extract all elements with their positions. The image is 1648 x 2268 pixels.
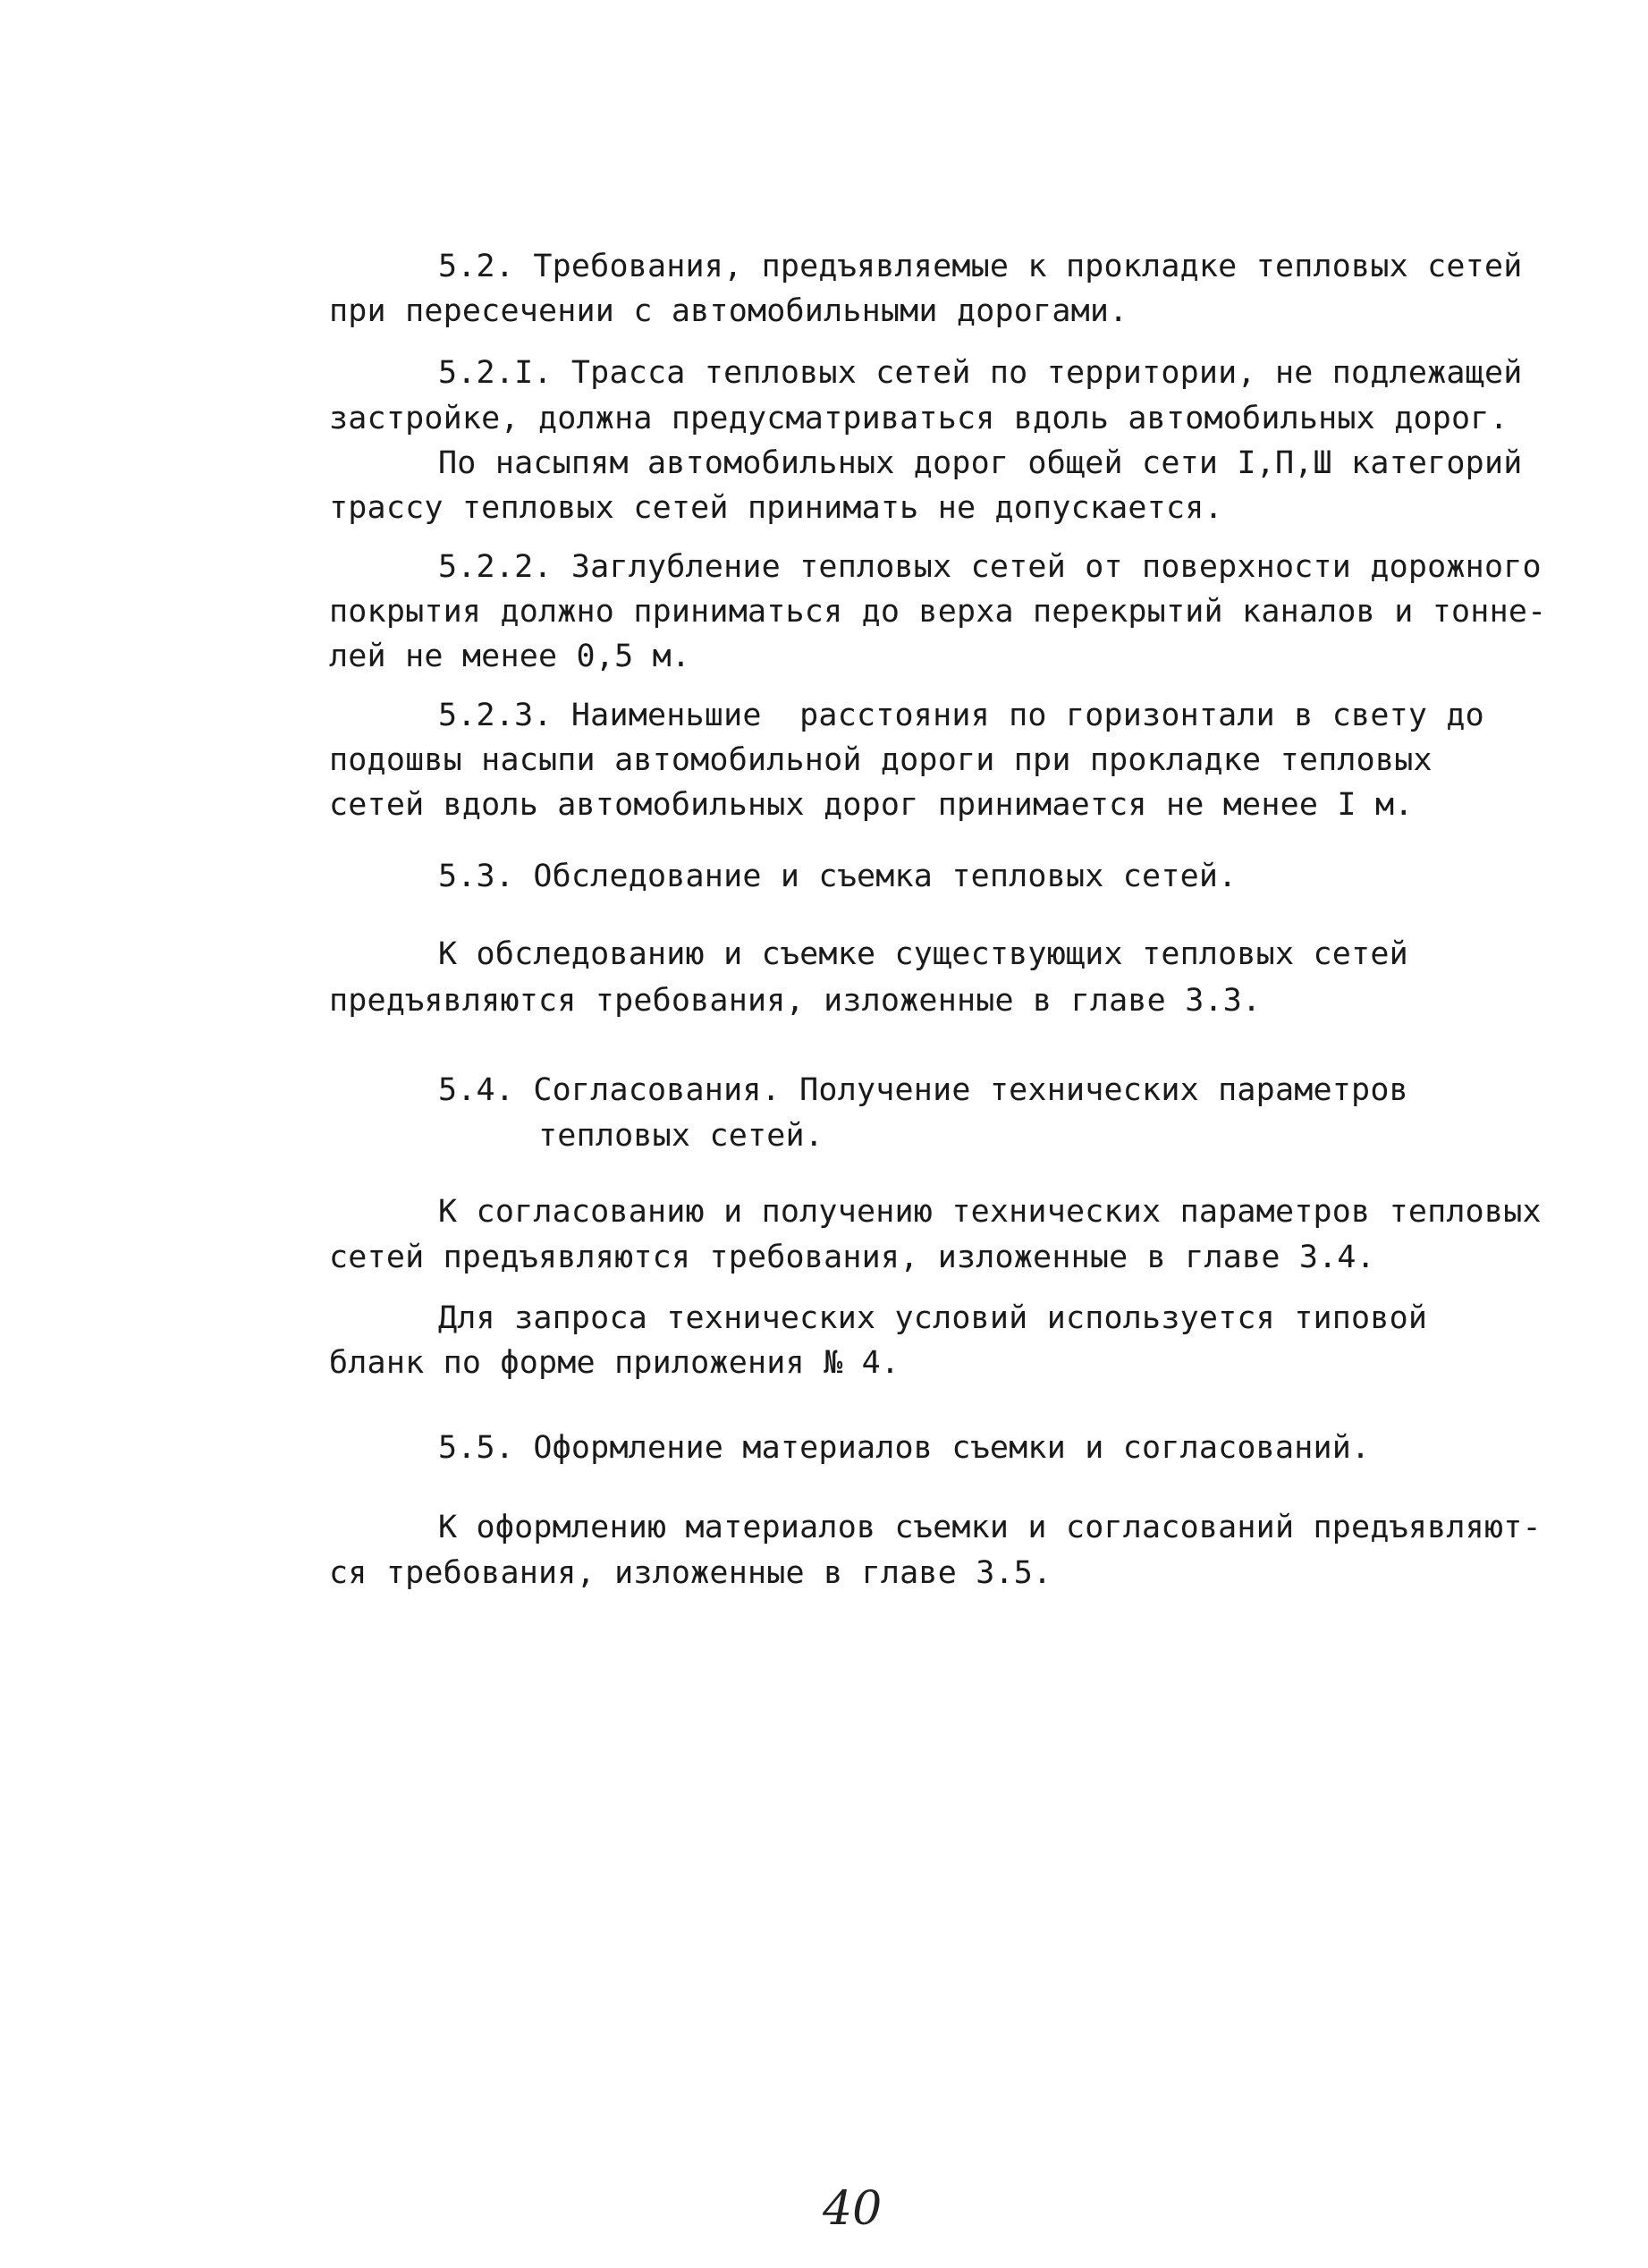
section-heading-5-2: 5.2. Требования, предъявляемые к прокладке тепловых сетей bbox=[438, 249, 1523, 284]
text-line: ся требования, изложенные в главе 3.5. bbox=[329, 1555, 1052, 1591]
page-number: 40 bbox=[823, 2182, 883, 2236]
section-heading-5-5: 5.5. Оформление материалов съемки и согласований. bbox=[438, 1430, 1371, 1466]
text-line: покрытия должно приниматься до верха перекрытий каналов и тонне- bbox=[329, 594, 1547, 630]
text-line: лей не менее 0,5 м. bbox=[329, 639, 691, 674]
text-line: застройке, должна предусматриваться вдоль автомобильных дорог. bbox=[329, 401, 1509, 436]
text-line: К обследованию и съемке существующих тепловых сетей bbox=[438, 936, 1408, 972]
section-heading-5-4: 5.4. Согласования. Получение технических параметров bbox=[438, 1072, 1408, 1108]
paragraph-5-2-3: 5.2.3. Наименьшие расстояния по горизонтали в свету до bbox=[438, 698, 1484, 733]
text-line: подошвы насыпи автомобильной дороги при прокладке тепловых bbox=[329, 742, 1432, 778]
text-line: К оформлению материалов съемки и согласований предъявляют- bbox=[438, 1510, 1542, 1545]
text-line: По насыпям автомобильных дорог общей сети I,П,Ш категорий bbox=[438, 445, 1523, 481]
text-line: при пересечении с автомобильными дорогами. bbox=[329, 293, 1128, 329]
paragraph-5-2-2: 5.2.2. Заглубление тепловых сетей от поверхности дорожного bbox=[438, 549, 1542, 585]
text-line: трассу тепловых сетей принимать не допускается. bbox=[329, 490, 1223, 526]
text-line: К согласованию и получению технических параметров тепловых bbox=[438, 1194, 1542, 1230]
section-heading-5-4-cont: тепловых сетей. bbox=[538, 1118, 824, 1154]
text-line: бланк по форме приложения № 4. bbox=[329, 1345, 900, 1381]
text-line: предъявляются требования, изложенные в главе 3.3. bbox=[329, 983, 1262, 1019]
text-line: сетей вдоль автомобильных дорог принимается не менее I м. bbox=[329, 787, 1414, 823]
text-line: сетей предъявляются требования, изложенные в главе 3.4. bbox=[329, 1240, 1375, 1275]
section-heading-5-3: 5.3. Обследование и съемка тепловых сетей. bbox=[438, 859, 1238, 894]
text-line: Для запроса технических условий используется типовой bbox=[438, 1300, 1428, 1336]
paragraph-5-2-1: 5.2.I. Трасса тепловых сетей по территории, не подлежащей bbox=[438, 355, 1523, 391]
